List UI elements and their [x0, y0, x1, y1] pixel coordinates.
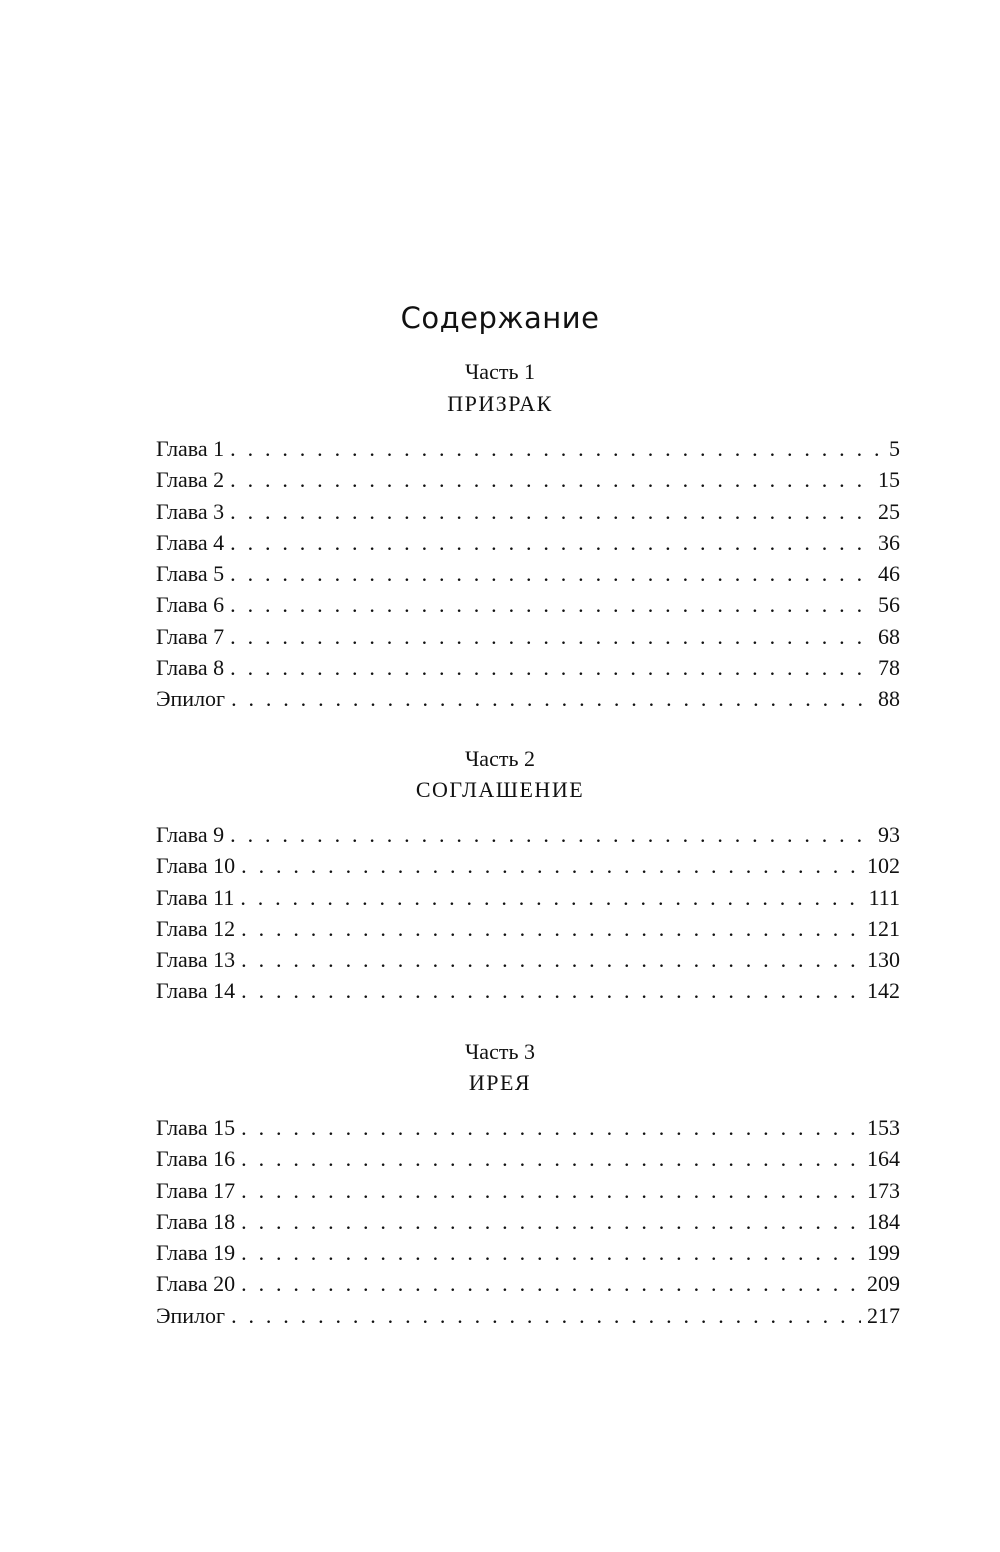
dot-leader	[230, 496, 872, 527]
entry-page-number: 25	[878, 498, 900, 524]
entry-label: Глава 13	[156, 947, 236, 973]
entry-page-number: 56	[878, 592, 900, 618]
entry-label: Глава 9	[156, 822, 225, 847]
dot-leader	[241, 1143, 861, 1174]
toc-entry[interactable]	[156, 944, 900, 975]
toc-entry[interactable]	[156, 913, 900, 944]
dot-leader	[241, 1175, 861, 1206]
dot-leader	[241, 1268, 861, 1299]
page-title: Содержание	[400, 301, 600, 335]
entry-page-number: 36	[878, 529, 900, 555]
toc-entry[interactable]	[156, 464, 900, 495]
toc-entry[interactable]	[156, 975, 900, 1006]
toc-entry[interactable]	[156, 882, 900, 913]
entry-page-number: 142	[867, 978, 900, 1004]
entry-label: Глава 19	[156, 1240, 236, 1266]
dot-leader	[241, 913, 861, 944]
entry-label: Эпилог	[156, 686, 226, 712]
entry-label: Глава 3	[156, 498, 225, 524]
dot-leader	[241, 1206, 861, 1237]
entry-label: Глава 10	[156, 853, 236, 879]
dot-leader	[230, 464, 872, 495]
entry-label: Глава 6	[156, 592, 225, 618]
toc-entry[interactable]	[156, 652, 900, 683]
dot-leader	[231, 1300, 861, 1331]
dot-leader	[241, 850, 861, 881]
toc-entry[interactable]	[156, 1143, 900, 1174]
entry-page-number: 102	[867, 853, 900, 879]
toc-entry[interactable]	[156, 1112, 900, 1143]
dot-leader	[241, 1237, 861, 1268]
entry-page-number: 68	[878, 623, 900, 649]
entry-label: Глава 15	[156, 1115, 236, 1140]
dot-leader	[241, 1112, 861, 1143]
entry-page-number: 78	[878, 655, 900, 681]
entry-page-number: 130	[867, 947, 900, 973]
dot-leader	[241, 975, 861, 1006]
entry-label: Глава 17	[156, 1177, 236, 1203]
part-2-label: Часть 2	[465, 746, 535, 771]
part-1-entries	[156, 433, 900, 715]
entry-page-number: 209	[867, 1271, 900, 1297]
dot-leader	[230, 527, 872, 558]
entry-page-number: 199	[867, 1240, 900, 1266]
entry-label: Глава 16	[156, 1146, 236, 1172]
part-2-entries	[156, 819, 900, 1007]
entry-page-number: 153	[867, 1115, 900, 1140]
dot-leader	[240, 882, 862, 913]
toc-entry[interactable]	[156, 433, 900, 464]
toc-entry[interactable]	[156, 1268, 900, 1299]
dot-leader	[230, 558, 872, 589]
dot-leader	[230, 621, 872, 652]
toc-entry[interactable]	[156, 496, 900, 527]
entry-page-number: 46	[878, 561, 900, 587]
part-1-label: Часть 1	[465, 359, 535, 384]
dot-leader	[230, 433, 883, 464]
toc-entry[interactable]	[156, 850, 900, 881]
toc-entry[interactable]	[156, 1206, 900, 1237]
entry-page-number: 217	[867, 1302, 900, 1328]
entry-page-number: 111	[868, 884, 900, 910]
toc-entry[interactable]	[156, 819, 900, 850]
entry-label: Глава 20	[156, 1271, 236, 1297]
toc-entry[interactable]	[156, 1237, 900, 1268]
dot-leader	[230, 819, 872, 850]
entry-page-number: 5	[889, 436, 900, 461]
toc-entry[interactable]	[156, 621, 900, 652]
entry-label: Глава 12	[156, 915, 236, 941]
entry-page-number: 93	[878, 822, 900, 847]
entry-label: Глава 5	[156, 561, 225, 587]
part-3-name: ИРЕЯ	[468, 1070, 532, 1095]
toc-entry[interactable]	[156, 1175, 900, 1206]
entry-page-number: 164	[867, 1146, 900, 1172]
entry-label: Эпилог	[156, 1302, 226, 1328]
dot-leader	[230, 589, 872, 620]
entry-label: Глава 14	[156, 978, 236, 1004]
entry-page-number: 173	[867, 1177, 900, 1203]
entry-label: Глава 1	[156, 436, 225, 461]
entry-label: Глава 11	[156, 884, 235, 910]
dot-leader	[241, 944, 861, 975]
toc-entry[interactable]	[156, 527, 900, 558]
entry-page-number: 15	[878, 467, 900, 493]
dot-leader	[230, 652, 872, 683]
entry-page-number: 184	[867, 1208, 900, 1234]
part-1-name: ПРИЗРАК	[447, 391, 553, 416]
part-2-name: СОГЛАШЕНИЕ	[415, 777, 585, 802]
entry-label: Глава 7	[156, 623, 225, 649]
part-3-entries	[156, 1112, 900, 1331]
entry-label: Глава 4	[156, 529, 225, 555]
toc-entry[interactable]	[156, 589, 900, 620]
toc-entry[interactable]	[156, 558, 900, 589]
toc-entry[interactable]	[156, 683, 900, 714]
entry-label: Глава 8	[156, 655, 225, 681]
entry-page-number: 88	[878, 686, 900, 712]
toc-entry[interactable]	[156, 1300, 900, 1331]
entry-page-number: 121	[867, 915, 900, 941]
part-3-label: Часть 3	[465, 1039, 535, 1064]
entry-label: Глава 18	[156, 1208, 236, 1234]
dot-leader	[231, 683, 872, 714]
entry-label: Глава 2	[156, 467, 225, 493]
